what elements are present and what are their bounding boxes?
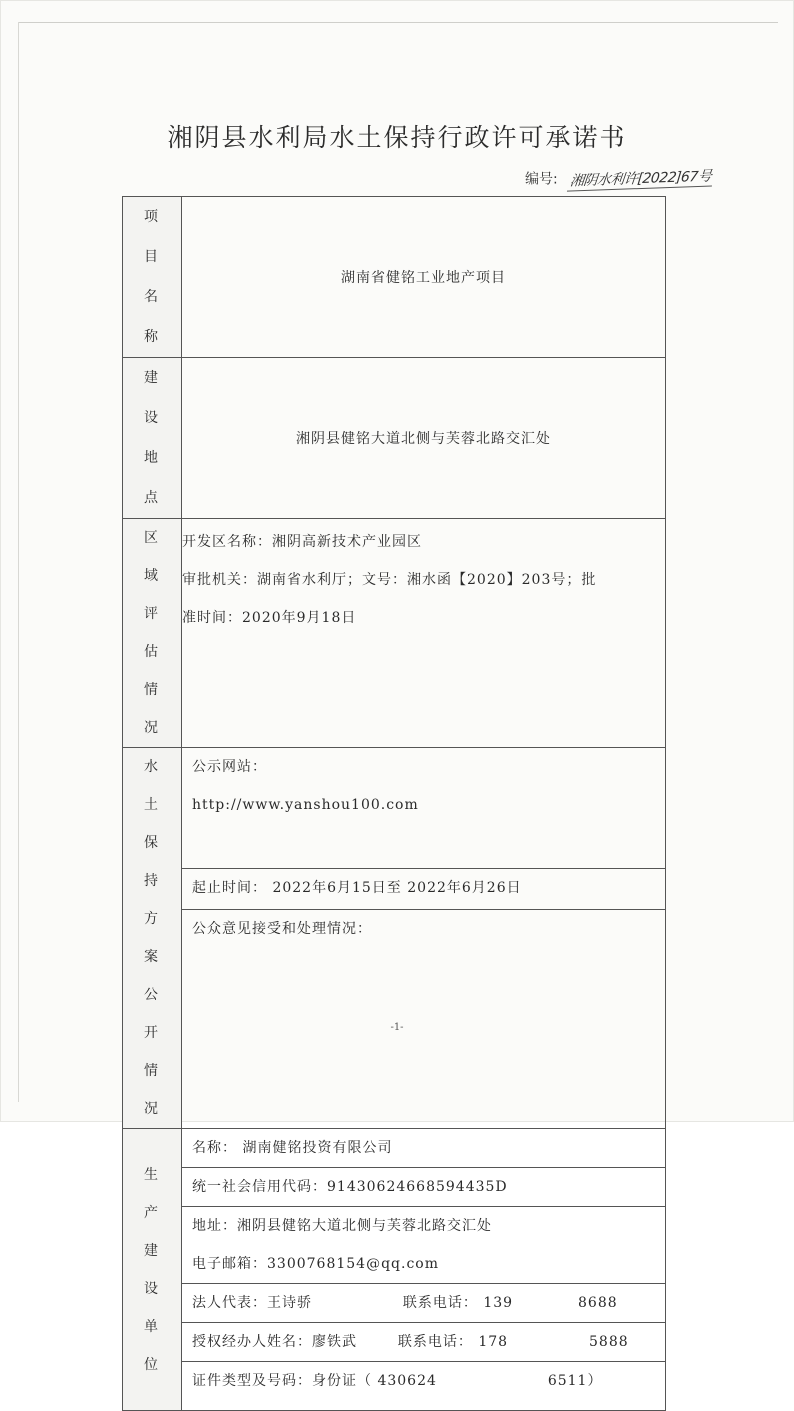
public-feedback-label: 公众意见接受和处理情况： [192, 921, 372, 937]
value-project-name: 湖南省健铭工业地产项目 [182, 197, 666, 358]
page-number: -1- [390, 1022, 404, 1033]
legal-rep-phone-label: 联系电话： [402, 1295, 478, 1311]
value-plan-disclosure [182, 748, 666, 1129]
legal-rep: 法人代表：王诗骄 [192, 1295, 312, 1311]
agent-row [182, 1323, 665, 1362]
unit-address: 地址：湘阴县健铭大道北侧与芙蓉北路交汇处 [192, 1218, 492, 1234]
agent-phone-end: 5888 [589, 1334, 629, 1350]
id-row [182, 1362, 665, 1400]
header-project-name: 项目 名称 [123, 197, 182, 358]
agent-name: 授权经办人姓名：廖铁武 [192, 1334, 357, 1350]
legal-rep-phone-end: 8688 [578, 1295, 618, 1311]
header-construction-unit: 生产 建设 单位 [123, 1129, 182, 1411]
id-number-end: 6511） [547, 1373, 603, 1389]
disclosure-period: 起止时间： 2022年6月15日至 2022年6月26日 [192, 880, 522, 896]
scan-edge-left [18, 22, 19, 1102]
id-number-start: 430624 [377, 1373, 437, 1389]
legal-rep-phone-start: 139 [483, 1295, 514, 1311]
dev-zone-name: 开发区名称：湘阴高新技术产业园区 [182, 534, 422, 550]
agent-phone-start: 178 [478, 1334, 509, 1350]
commitment-form-table [122, 196, 666, 1411]
header-regional-assessment: 区域 评估 情况 [123, 519, 182, 748]
website-label: 公示网站： [192, 759, 267, 775]
website-url[interactable]: http://www.yanshou100.com [192, 797, 419, 813]
credit-code: 统一社会信用代码：91430624668594435D [192, 1179, 508, 1195]
approval-date: 准时间：2020年9月18日 [182, 610, 357, 626]
address-row [182, 1207, 665, 1245]
unit-email: 电子邮箱：3300768154@qq.com [192, 1256, 439, 1272]
document-number-handwritten: 湘阴水利许[2022]67号 [567, 165, 715, 191]
website-block [182, 748, 665, 869]
scan-edge-top [18, 22, 778, 23]
period-block [182, 869, 665, 910]
agent-phone-label: 联系电话： [397, 1334, 473, 1350]
redaction-block [442, 1372, 542, 1390]
value-construction-unit [182, 1129, 666, 1411]
row-regional-assessment [123, 519, 666, 748]
unit-name: 名称： 湖南健铭投资有限公司 [192, 1140, 393, 1156]
value-location: 湘阴县健铭大道北侧与芙蓉北路交汇处 [182, 358, 666, 519]
row-plan-disclosure [123, 748, 666, 1129]
email-row [182, 1245, 665, 1283]
redaction-block [514, 1333, 584, 1351]
legal-rep-row [182, 1283, 665, 1323]
header-plan-disclosure: 水土 保持 方案 公开 情况 [123, 748, 182, 1129]
row-construction-unit [123, 1129, 666, 1411]
row-project-name [123, 197, 666, 358]
header-location: 建设 地点 [123, 358, 182, 519]
feedback-block [182, 910, 665, 948]
unit-name-row [182, 1129, 665, 1168]
document-title: 湘阴县水利局水土保持行政许可承诺书 [167, 123, 627, 152]
document-number-label: 编号: [525, 171, 558, 188]
redaction-block [519, 1294, 573, 1312]
id-type-label: 证件类型及号码：身份证（ [192, 1373, 372, 1389]
row-location [123, 358, 666, 519]
credit-code-row [182, 1168, 665, 1207]
approval-info: 审批机关：湖南省水利厅；文号：湘水函【2020】203号；批 [182, 572, 597, 588]
document-number [525, 168, 714, 189]
value-regional-assessment [182, 519, 666, 748]
